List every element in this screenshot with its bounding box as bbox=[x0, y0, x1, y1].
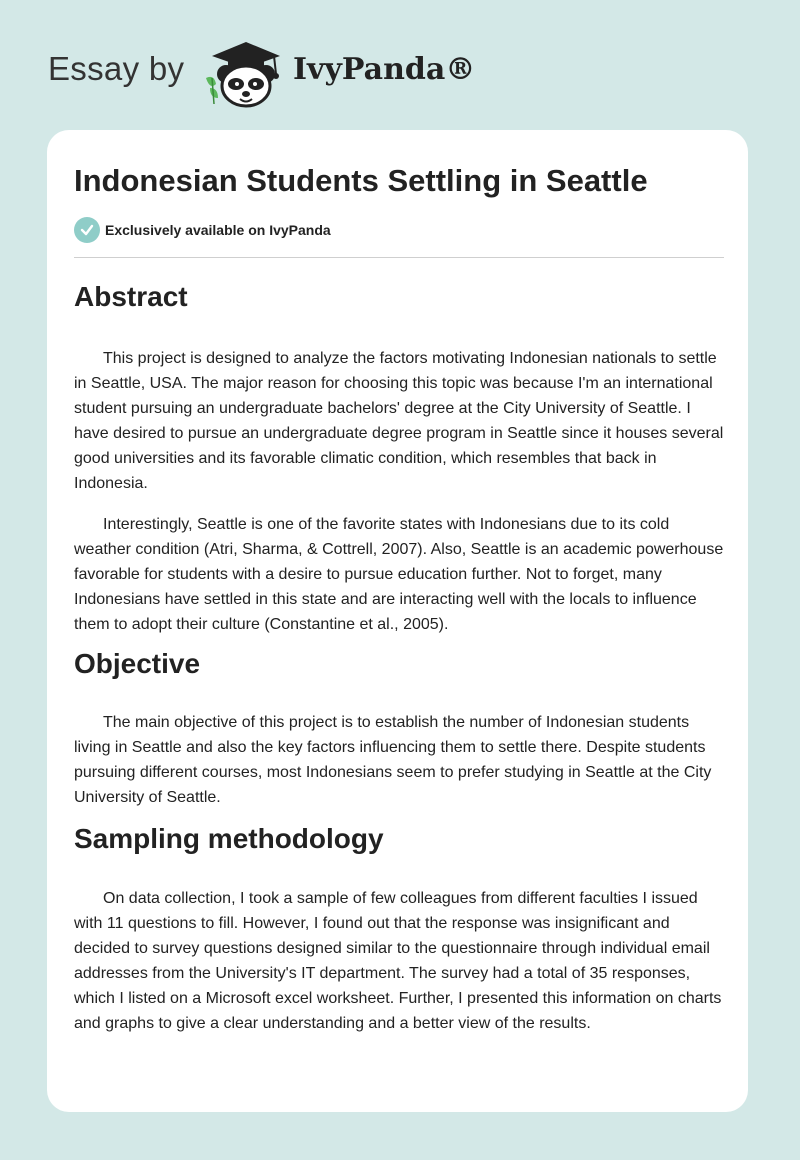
divider bbox=[74, 257, 724, 258]
essay-content bbox=[74, 162, 724, 1036]
brand-name: IvyPanda® bbox=[293, 52, 476, 87]
essay-by-label: Essay by bbox=[48, 50, 185, 87]
section-heading: Sampling methodology bbox=[74, 823, 384, 855]
paragraph: The main objective of this project is to establish the number of Indonesian students living in Seattle and also the key factors influencing them to settle there. Despite students pursuing different courses, most Indonesians seem to prefer studying in Seattle at the City University of Seattle. bbox=[74, 714, 712, 807]
page-title: Indonesian Students Settling in Seattle bbox=[74, 163, 648, 198]
section-sampling-methodology bbox=[74, 822, 724, 1036]
section-abstract bbox=[74, 280, 724, 637]
checkmark-icon bbox=[74, 217, 100, 243]
panda-graduate-icon bbox=[200, 34, 292, 108]
site-header bbox=[0, 0, 800, 130]
section-heading: Objective bbox=[74, 647, 201, 679]
paragraph: This project is designed to analyze the factors motivating Indonesian nationals to settle in Seattle, USA. The major reason for choosing this topic was because I'm an international student pursuing an undergraduate bachelors' degree at the City University of Seattle. I have desired to pursue an undergraduate degree program in Seattle since it houses several good universities and its favorable climatic condition, which resembles that back in Indonesia. bbox=[74, 349, 724, 492]
exclusive-badge-label: Exclusively available on IvyPanda bbox=[105, 222, 331, 239]
section-objective bbox=[74, 647, 724, 811]
section-heading: Abstract bbox=[74, 281, 188, 313]
essay-card bbox=[47, 130, 748, 1112]
paragraph: On data collection, I took a sample of few colleagues from different faculties I issued with 11 questions to fill. However, I found out that the response was insignificant and decided to survey questions designed similar to the questionnaire through individual email addresses from the University's IT department. The survey had a total of 35 responses, which I listed on a Microsoft excel worksheet. Further, I presented this information on charts and graphs to give a clear understanding and a better view of the results. bbox=[74, 889, 722, 1032]
exclusive-badge bbox=[74, 217, 724, 243]
paragraph: Interestingly, Seattle is one of the favorite states with Indonesians due to its cold weather condition (Atri, Sharma, & Cottrell, 2007). Also, Seattle is an academic powerhouse favorable for students with a desire to pursue education further. Not to forget, many Indonesians have settled in this state and are interacting well with the locals to influence them to adopt their culture (Constantine et al., 2005). bbox=[74, 515, 724, 633]
